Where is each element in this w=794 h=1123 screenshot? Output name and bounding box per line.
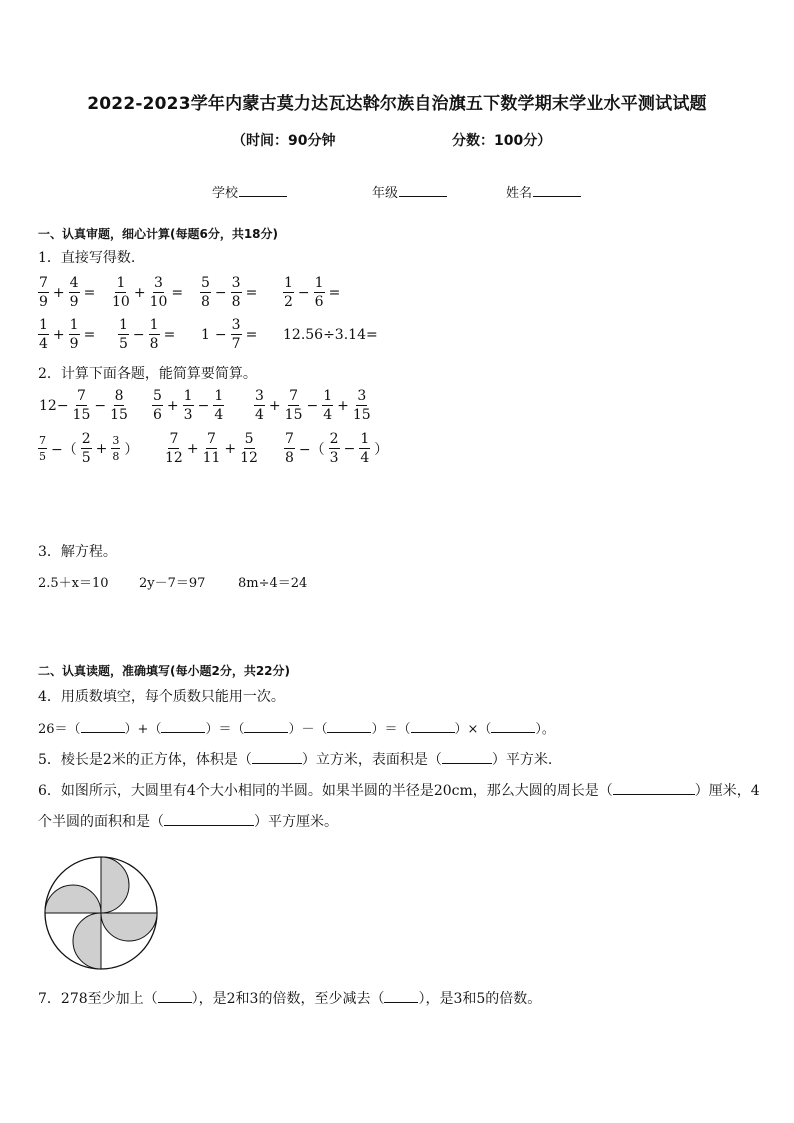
- fraction: $\frac{5}{8}$: [201, 275, 210, 310]
- fraction: $\frac{7}{8}$: [285, 431, 294, 466]
- fraction: $\frac{4}{9}$: [69, 275, 79, 310]
- q2-title: 2．计算下面各题，能简算要简算。: [38, 366, 257, 382]
- q3-title: 3．解方程。: [38, 544, 117, 560]
- q4-blank-3[interactable]: [244, 720, 288, 733]
- fraction: $\frac{1}{4}$: [39, 317, 48, 352]
- q2-expr-1: 12− $\frac{7}{15}$ − $\frac{8}{15}$: [39, 388, 128, 423]
- fraction: $\frac{3}{8}$: [231, 275, 241, 310]
- q3-equation-1: 2.5＋x＝10: [38, 576, 109, 591]
- q1-item-6: $\frac{1}{5}$ − $\frac{1}{8}$ =: [119, 317, 176, 352]
- circle-with-four-semicircles-figure: [40, 852, 162, 974]
- fraction: $\frac{8}{15}$: [110, 388, 128, 423]
- name-field[interactable]: [506, 182, 581, 201]
- q7-blank-2[interactable]: [384, 990, 418, 1003]
- q6-blank-1[interactable]: [613, 782, 695, 795]
- section1-heading: 一、认真审题，细心计算(每题6分，共18分): [38, 227, 279, 241]
- q1-item-4: $\frac{1}{2}$ − $\frac{1}{6}$ =: [284, 275, 341, 310]
- fraction: $\frac{1}{8}$: [149, 317, 159, 352]
- fraction: $\frac{1}{5}$: [119, 317, 128, 352]
- q2-expr-4: $\frac{7}{5}$ −（ $\frac{2}{5}$ + $\frac{3}{8}$ ）: [39, 431, 139, 466]
- fraction: $\frac{5}{12}$: [240, 431, 258, 466]
- fraction: $\frac{2}{3}$: [329, 431, 339, 466]
- q4-blank-2[interactable]: [161, 720, 205, 733]
- q4-blank-4[interactable]: [327, 720, 371, 733]
- q1-item-8: 12.56÷3.14=: [283, 327, 378, 343]
- fraction: $\frac{3}{4}$: [255, 388, 264, 423]
- fraction: $\frac{3}{10}$: [149, 275, 168, 310]
- fraction: $\frac{1}{4}$: [323, 388, 333, 423]
- fraction: $\frac{2}{5}$: [81, 431, 91, 466]
- q4-title: 4．用质数填空，每个质数只能用一次。: [38, 689, 285, 705]
- q3-equation-3: 8m÷4＝24: [238, 576, 308, 591]
- fraction: $\frac{7}{5}$: [39, 434, 46, 463]
- q2-expr-3: $\frac{3}{4}$ + $\frac{7}{15}$ − $\frac{1}{4}$ + $\frac{3}{15}$: [255, 388, 371, 423]
- name-label: 姓名: [506, 186, 533, 201]
- q7: 7．278至少加上（ ），是2和3的倍数，至少减去（ ），是3和5的倍数。: [38, 991, 542, 1007]
- q1-item-7: 1 − $\frac{3}{7}$ =: [201, 317, 258, 352]
- fraction: $\frac{1}{4}$: [214, 388, 224, 423]
- q1-item-5: $\frac{1}{4}$ + $\frac{1}{9}$ =: [39, 317, 96, 352]
- q6-blank-2[interactable]: [164, 813, 254, 826]
- fraction: $\frac{1}{4}$: [360, 431, 370, 466]
- fraction: $\frac{1}{6}$: [314, 275, 324, 310]
- q1-item-2: $\frac{1}{10}$ + $\frac{3}{10}$ =: [112, 275, 184, 310]
- fraction: $\frac{7}{15}$: [72, 388, 91, 423]
- q4-blank-6[interactable]: [491, 720, 535, 733]
- q4-blank-5[interactable]: [411, 720, 455, 733]
- q6-line-2: 个半圆的面积和是（ ）平方厘米。: [38, 814, 338, 830]
- q1-item-1: $\frac{7}{9}$ + $\frac{4}{9}$ =: [39, 275, 96, 310]
- fraction: $\frac{7}{9}$: [39, 275, 48, 310]
- fraction: $\frac{7}{11}$: [202, 431, 221, 466]
- school-label: 学校: [212, 186, 239, 201]
- fraction: $\frac{1}{9}$: [69, 317, 79, 352]
- fraction: $\frac{1}{2}$: [284, 275, 293, 310]
- q2-expr-5: $\frac{7}{12}$ + $\frac{7}{11}$ + $\frac{5}{12}$: [165, 431, 258, 466]
- school-field[interactable]: [212, 182, 287, 201]
- fraction: $\frac{7}{15}$: [284, 388, 303, 423]
- q5-blank-2[interactable]: [442, 751, 492, 764]
- q2-expr-6: $\frac{7}{8}$ −（ $\frac{2}{3}$ − $\frac{1}{4}$ ）: [285, 431, 389, 466]
- section2-heading: 二、认真读题，准确填写(每小题2分，共22分): [38, 664, 291, 678]
- fraction: $\frac{5}{6}$: [153, 388, 162, 423]
- grade-blank[interactable]: [399, 184, 447, 197]
- q4-fill-line: 26＝（ ）+（ ）＝（ ）－（ ）＝（ ）×（ ）。: [38, 722, 555, 737]
- fraction: $\frac{3}{8}$: [112, 434, 120, 463]
- name-blank[interactable]: [533, 184, 581, 197]
- q6-line-1: 6．如图所示，大圆里有4个大小相同的半圆。如果半圆的半径是20cm，那么大圆的周长是（ ）厘米，4: [38, 783, 760, 799]
- school-blank[interactable]: [239, 184, 287, 197]
- fraction: $\frac{3}{7}$: [231, 317, 241, 352]
- fraction: $\frac{1}{10}$: [112, 275, 130, 310]
- fraction: $\frac{1}{3}$: [183, 388, 193, 423]
- fraction: $\frac{3}{15}$: [352, 388, 371, 423]
- exam-score: 分数：100分）: [452, 133, 552, 149]
- q5-blank-1[interactable]: [252, 751, 302, 764]
- q1-title: 1．直接写得数.: [38, 250, 136, 266]
- q4-blank-1[interactable]: [81, 720, 125, 733]
- exam-time: （时间：90分钟: [232, 133, 336, 149]
- q7-blank-1[interactable]: [158, 990, 192, 1003]
- q3-equation-2: 2y－7＝97: [139, 576, 206, 591]
- q1-item-3: $\frac{5}{8}$ − $\frac{3}{8}$ =: [201, 275, 258, 310]
- q5: 5．棱长是2米的正方体，体积是（ ）立方米，表面积是（ ）平方米.: [38, 752, 553, 768]
- fraction: $\frac{7}{12}$: [165, 431, 183, 466]
- page-title: 2022-2023学年内蒙古莫力达瓦达斡尔族自治旗五下数学期末学业水平测试试题: [87, 94, 707, 114]
- grade-label: 年级: [372, 186, 399, 201]
- grade-field[interactable]: [372, 182, 447, 201]
- q2-expr-2: $\frac{5}{6}$ + $\frac{1}{3}$ − $\frac{1}{4}$: [153, 388, 224, 423]
